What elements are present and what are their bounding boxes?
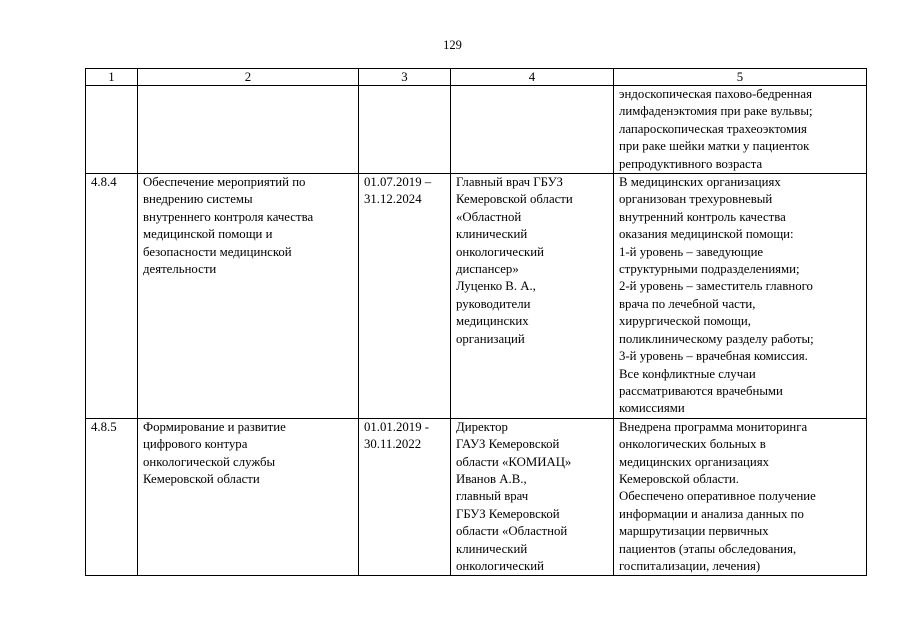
result-line: комиссиями bbox=[619, 401, 685, 416]
responsible-line: диспансер» bbox=[456, 262, 519, 277]
activity-line: деятельности bbox=[143, 262, 217, 277]
responsible-line: Иванов А.В., bbox=[456, 471, 527, 486]
responsible-line: Кемеровской области bbox=[456, 192, 573, 207]
activity-cell bbox=[138, 86, 359, 174]
result-line: медицинских организациях bbox=[619, 454, 769, 469]
activity-line: Формирование и развитие bbox=[143, 419, 286, 434]
result-line: Обеспечено оперативное получение bbox=[619, 489, 816, 504]
column-header-4: 4 bbox=[451, 69, 614, 86]
table-body bbox=[86, 86, 867, 576]
row-number: 4.8.5 bbox=[91, 419, 117, 434]
responsible-line: Директор bbox=[456, 419, 508, 434]
result-line: хирургической помощи, bbox=[619, 314, 751, 329]
measures-table bbox=[85, 68, 867, 576]
activity-cell bbox=[138, 174, 359, 419]
result-line: Все конфликтные случаи bbox=[619, 366, 756, 381]
column-header-1: 1 bbox=[86, 69, 138, 86]
responsible-line: клинический bbox=[456, 541, 528, 556]
result-line: 3-й уровень – врачебная комиссия. bbox=[619, 349, 808, 364]
result-line: лапароскопическая трахеоэктомия bbox=[619, 121, 807, 136]
activity-line: Кемеровской области bbox=[143, 471, 260, 486]
responsible-line: онкологический bbox=[456, 244, 544, 259]
responsible-line: главный врач bbox=[456, 489, 529, 504]
activity-cell bbox=[138, 418, 359, 576]
responsible-line: организаций bbox=[456, 331, 525, 346]
responsible-cell bbox=[451, 174, 614, 419]
activity-line: Обеспечение мероприятий по bbox=[143, 175, 306, 190]
result-line: В медицинских организациях bbox=[619, 175, 781, 190]
period-line: 01.01.2019 - bbox=[364, 419, 430, 434]
result-line: лимфаденэктомия при раке вульвы; bbox=[619, 104, 813, 119]
result-cell bbox=[614, 418, 867, 576]
responsible-line: ГАУЗ Кемеровской bbox=[456, 437, 560, 452]
period-cell bbox=[359, 418, 451, 576]
result-line: врача по лечебной части, bbox=[619, 296, 756, 311]
result-cell bbox=[614, 86, 867, 174]
result-line: Внедрена программа мониторинга bbox=[619, 419, 808, 434]
result-line: поликлиническому разделу работы; bbox=[619, 331, 814, 346]
activity-line: медицинской помощи и bbox=[143, 227, 273, 242]
responsible-cell bbox=[451, 86, 614, 174]
period-line: 30.11.2022 bbox=[364, 437, 422, 452]
result-line: Кемеровской области. bbox=[619, 471, 739, 486]
table-header-row bbox=[86, 69, 867, 86]
result-line: репродуктивного возраста bbox=[619, 156, 763, 171]
row-number-cell bbox=[86, 174, 138, 419]
result-line: внутренний контроль качества bbox=[619, 209, 786, 224]
responsible-line: области «КОМИАЦ» bbox=[456, 454, 572, 469]
result-line: эндоскопическая пахово-бедренная bbox=[619, 87, 812, 101]
column-header-5: 5 bbox=[614, 69, 867, 86]
responsible-line: Главный врач ГБУЗ bbox=[456, 175, 563, 190]
page-number: 129 bbox=[443, 38, 462, 52]
result-line: оказания медицинской помощи: bbox=[619, 227, 794, 242]
responsible-line: ГБУЗ Кемеровской bbox=[456, 506, 560, 521]
period-cell bbox=[359, 86, 451, 174]
period-cell bbox=[359, 174, 451, 419]
result-line: организован трехуровневый bbox=[619, 192, 773, 207]
table-row bbox=[86, 418, 867, 576]
responsible-line: Луценко В. А., bbox=[456, 279, 536, 294]
result-line: 1-й уровень – заведующие bbox=[619, 244, 764, 259]
responsible-line: области «Областной bbox=[456, 524, 568, 539]
responsible-line: руководители bbox=[456, 296, 531, 311]
row-number-cell bbox=[86, 86, 138, 174]
responsible-cell bbox=[451, 418, 614, 576]
result-line: при раке шейки матки у пациенток bbox=[619, 139, 810, 154]
activity-line: внутреннего контроля качества bbox=[143, 209, 314, 224]
table-row bbox=[86, 174, 867, 419]
responsible-line: медицинских bbox=[456, 314, 529, 329]
result-line: онкологических больных в bbox=[619, 437, 766, 452]
result-line: пациентов (этапы обследования, bbox=[619, 541, 797, 556]
period-line: 31.12.2024 bbox=[364, 192, 422, 207]
result-line: маршрутизации первичных bbox=[619, 524, 769, 539]
column-header-3: 3 bbox=[359, 69, 451, 86]
activity-line: цифрового контура bbox=[143, 437, 248, 452]
responsible-line: «Областной bbox=[456, 209, 522, 224]
activity-line: внедрению системы bbox=[143, 192, 253, 207]
result-line: госпитализации, лечения) bbox=[619, 558, 761, 573]
activity-line: онкологической службы bbox=[143, 454, 276, 469]
responsible-line: онкологический bbox=[456, 558, 544, 573]
column-header-2: 2 bbox=[138, 69, 359, 86]
result-cell bbox=[614, 174, 867, 419]
period-line: 01.07.2019 – bbox=[364, 175, 432, 190]
row-number-cell bbox=[86, 418, 138, 576]
result-line: информации и анализа данных по bbox=[619, 506, 804, 521]
row-number: 4.8.4 bbox=[91, 175, 117, 190]
result-line: рассматриваются врачебными bbox=[619, 383, 783, 398]
responsible-line: клинический bbox=[456, 227, 528, 242]
activity-line: безопасности медицинской bbox=[143, 244, 292, 259]
result-line: 2-й уровень – заместитель главного bbox=[619, 279, 813, 294]
result-line: структурными подразделениями; bbox=[619, 262, 800, 277]
table-row bbox=[86, 86, 867, 174]
